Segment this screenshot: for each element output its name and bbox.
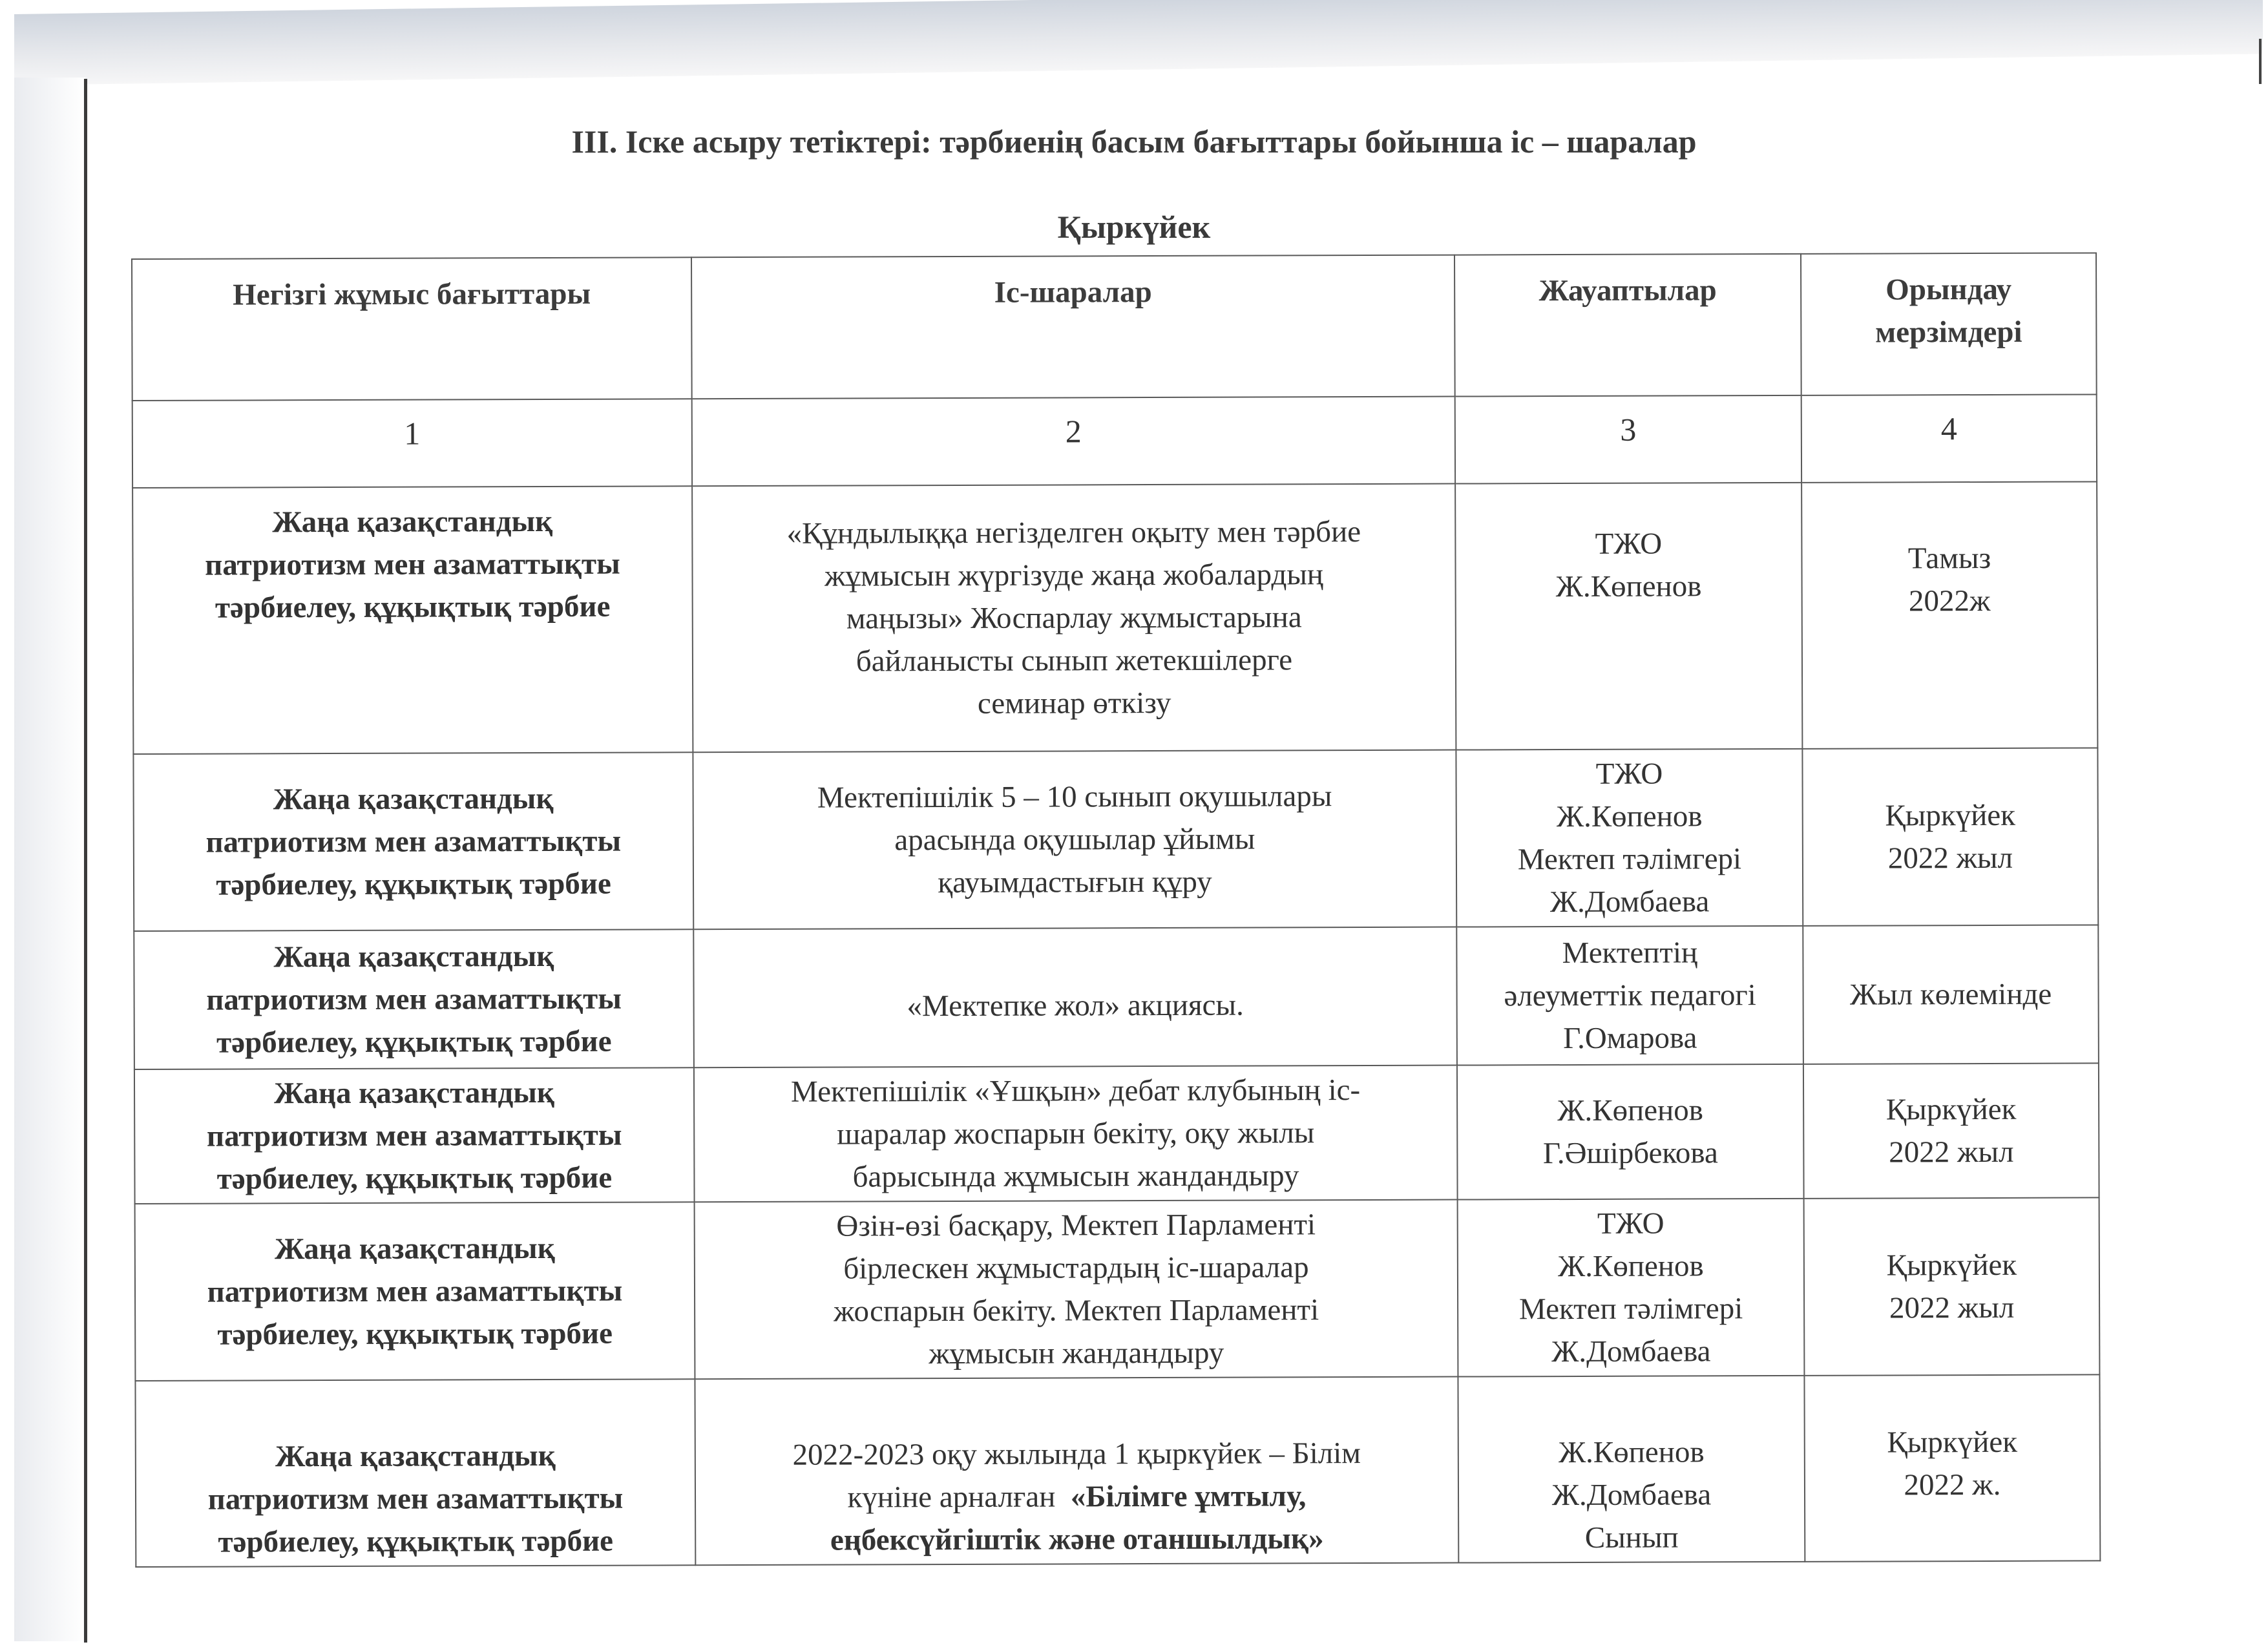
column-number-row — [132, 394, 2097, 488]
page-edge-left — [84, 79, 87, 1643]
column-number: 3 — [1455, 395, 1801, 484]
responsible-cell: Мектептің әлеуметтік педагогі Г.Омарова — [1456, 926, 1803, 1066]
activity-cell: 2022-2023 оқу жылында 1 қыркүйек – Білім күніне арналған «Білімге ұмтылу, еңбексүйгіштік және отаншылдық» — [695, 1377, 1458, 1566]
table-row — [132, 481, 2097, 754]
header-responsible: Жауаптылар — [1454, 254, 1801, 397]
deadline-cell: Қыркүйек 2022 жыл — [1802, 748, 2098, 925]
table-row — [135, 1197, 2100, 1381]
activity-cell: Өзін-өзі басқару, Мектеп Парламенті бірлескен жұмыстардың іс-шаралар жоспарын бекіту. Мектеп Парламенті жұмысын жандандыру — [695, 1200, 1458, 1380]
direction-cell: Жаңа қазақстандық патриотизм мен азаматтықты тәрбиелеу, құқықтық тәрбие — [134, 1067, 695, 1204]
activities-table — [131, 252, 2101, 1568]
column-number: 1 — [132, 399, 692, 488]
deadline-cell: Қыркүйек 2022 жыл — [1803, 1063, 2099, 1198]
responsible-cell: ТЖО Ж.Көпенов — [1455, 483, 1802, 750]
column-number: 2 — [692, 397, 1455, 487]
activity-cell: Мектепішілік 5 – 10 сынып оқушылары арасында оқушылар ұйымы қауымдастығын құру — [693, 750, 1456, 930]
deadline-cell: Қыркүйек 2022 ж. — [1804, 1374, 2100, 1561]
scan-shadow-left — [14, 78, 85, 1641]
table-header-row — [132, 253, 2097, 401]
responsible-cell: Ж.Көпенов Г.Әшірбекова — [1457, 1064, 1804, 1200]
scan-shadow-top — [14, 0, 2263, 85]
responsible-cell: ТЖО Ж.Көпенов Мектеп тәлімгері Ж.Домбаева — [1456, 749, 1803, 927]
document-title: III. Іске асыру тетіктері: тәрбиенің басым бағыттары бойынша іс – шаралар — [571, 123, 1697, 160]
direction-cell: Жаңа қазақстандық патриотизм мен азаматтықты тәрбиелеу, құқықтық тәрбие — [135, 1202, 695, 1381]
column-number: 4 — [1801, 394, 2097, 482]
responsible-cell: Ж.Көпенов Ж.Домбаева Сынып — [1458, 1376, 1805, 1563]
direction-cell: Жаңа қазақстандық патриотизм мен азаматтықты тәрбиелеу, құқықтық тәрбие — [135, 1379, 695, 1567]
table-row — [133, 748, 2098, 931]
activity-cell: «Құндылыққа негізделген оқыту мен тәрбие жұмысын жүргізуде жаңа жобалардың маңызы» Жоспарлау жұмыстарына байланысты сынып жетекшілерге семинар өткізу — [692, 484, 1456, 753]
month-heading: Қыркүйек — [1057, 209, 1211, 245]
responsible-cell: ТЖО Ж.Көпенов Мектеп тәлімгері Ж.Домбаева — [1458, 1199, 1805, 1377]
table-row — [134, 925, 2099, 1069]
header-activities: Іс-шаралар — [691, 255, 1455, 399]
page-edge-right — [2259, 39, 2262, 84]
header-deadline: Орындау мерзімдері — [1801, 253, 2097, 395]
table-row — [135, 1374, 2100, 1567]
deadline-cell: Қыркүйек 2022 жыл — [1804, 1197, 2100, 1375]
direction-cell: Жаңа қазақстандық патриотизм мен азаматтықты тәрбиелеу, құқықтық тәрбие — [133, 752, 693, 931]
activity-cell: «Мектепке жол» акциясы. — [693, 927, 1457, 1068]
deadline-cell: Жыл көлемінде — [1803, 925, 2099, 1064]
direction-cell: Жаңа қазақстандық патриотизм мен азаматтықты тәрбиелеу, құқықтық тәрбие — [132, 486, 693, 754]
activity-cell: Мектепішілік «Ұшқын» дебат клубының іс- шаралар жоспарын бекіту, оқу жылы барысында жұмысын жандандыру — [694, 1066, 1458, 1203]
table-row — [134, 1063, 2099, 1204]
deadline-cell: Тамыз 2022ж — [1801, 481, 2097, 748]
header-directions: Негізгі жұмыс бағыттары — [132, 257, 692, 401]
direction-cell: Жаңа қазақстандық патриотизм мен азаматтықты тәрбиелеу, құқықтық тәрбие — [134, 929, 694, 1069]
